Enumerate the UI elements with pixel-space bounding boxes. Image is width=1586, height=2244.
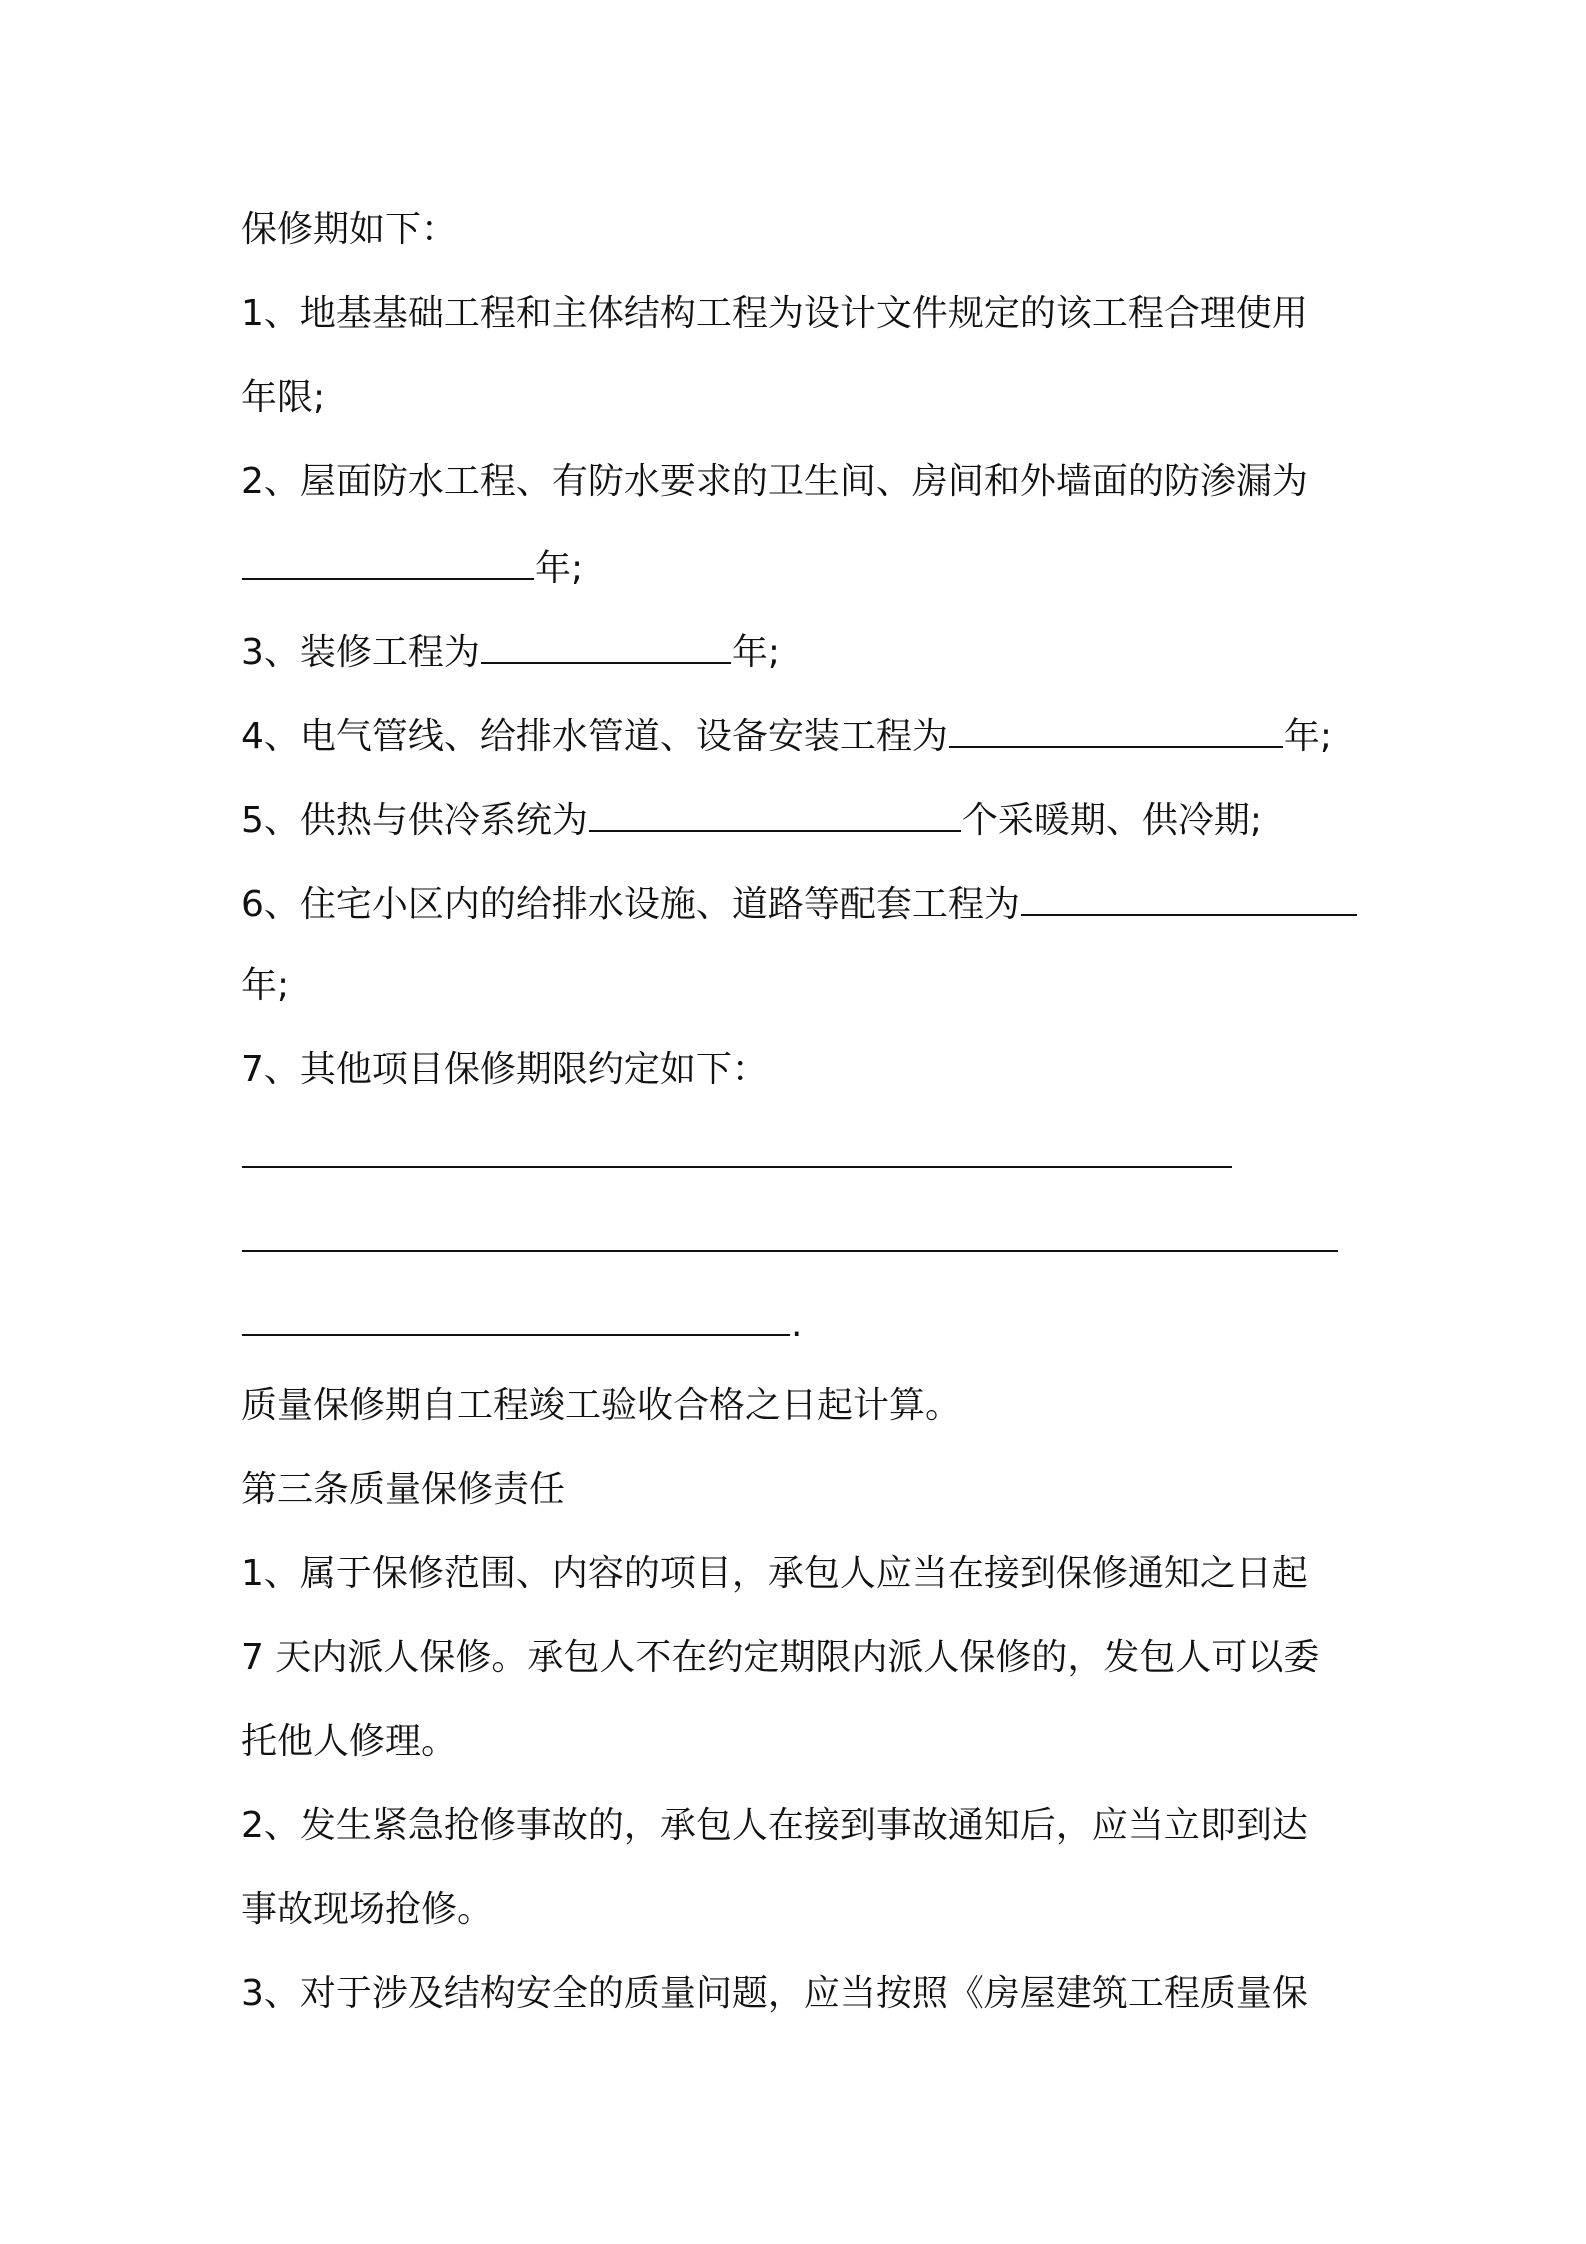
fill-in-blank[interactable] [242,542,534,580]
item-2-line-1 [241,458,1361,506]
responsibility-1-text: 1、属于保修范围、内容的项目，承包人应当在接到保修通知之日起 [241,1553,1308,1594]
responsibility-2-line-2 [241,1886,1361,1934]
item-5-line [241,794,1361,842]
item-6-line-2 [241,962,1361,1010]
fill-in-blank[interactable] [589,794,961,832]
warranty-heading [241,206,1361,254]
item-3-suffix: 年; [731,632,781,673]
item-1-continuation: 年限; [241,377,326,418]
item-5-text: 5、供热与供冷系统为 [241,800,588,841]
responsibility-2-continuation: 事故现场抢修。 [241,1889,494,1930]
item-2-line-2 [241,542,1361,590]
fill-in-blank[interactable] [242,1298,790,1336]
item-1-text: 1、地基基础工程和主体结构工程为设计文件规定的该工程合理使用 [241,293,1308,334]
responsibility-3-text: 3、对于涉及结构安全的质量问题，应当按照《房屋建筑工程质量保 [241,1973,1308,2014]
item-4-suffix: 年; [1283,716,1333,757]
item-4-text: 4、电气管线、给排水管道、设备安装工程为 [241,716,948,757]
item-7-blank-line-3 [241,1298,1361,1346]
article-title [241,1466,1361,1514]
item-7-line [241,1046,1361,1094]
fill-in-blank[interactable] [949,710,1283,748]
responsibility-1-line-1 [241,1550,1361,1598]
responsibility-1-continuation: 7 天内派人保修。承包人不在约定期限内派人保修的，发包人可以委 [241,1637,1320,1678]
fill-in-blank[interactable] [242,1214,1338,1252]
responsibility-1-line-2 [241,1634,1361,1682]
item-1-line-2 [241,374,1361,422]
item-6-continuation: 年; [241,965,290,1006]
item-7-blank-line-2 [241,1214,1361,1262]
item-1-line-1 [241,290,1361,338]
item-2-suffix: 年; [535,548,584,589]
item-6-text: 6、住宅小区内的给排水设施、道路等配套工程为 [241,884,1020,925]
item-3-line [241,626,1361,674]
warranty-heading-text: 保修期如下： [241,209,458,250]
item-2-text: 2、屋面防水工程、有防水要求的卫生间、房间和外墙面的防渗漏为 [241,461,1308,502]
item-3-text: 3、装修工程为 [241,632,480,673]
responsibility-1-line-3 [241,1718,1361,1766]
responsibility-2-line-1 [241,1802,1361,1850]
warranty-start-note [241,1382,1361,1430]
responsibility-3-line-1 [241,1970,1361,2018]
article-title-text: 第三条质量保修责任 [241,1469,566,1510]
item-6-line-1 [241,878,1361,926]
item-4-line [241,710,1361,758]
responsibility-2-text: 2、发生紧急抢修事故的，承包人在接到事故通知后，应当立即到达 [241,1805,1308,1846]
item-7-blank-line-1 [241,1130,1361,1178]
item-5-suffix: 个采暖期、供冷期; [961,800,1263,841]
item-7-text: 7、其他项目保修期限约定如下： [241,1049,768,1090]
responsibility-1-continuation: 托他人修理。 [241,1721,458,1762]
warranty-start-note-text: 质量保修期自工程竣工验收合格之日起计算。 [241,1385,962,1426]
fill-in-blank[interactable] [481,626,731,664]
fill-in-blank[interactable] [242,1130,1232,1168]
item-7-end-period: . [791,1304,803,1345]
fill-in-blank[interactable] [1021,878,1357,916]
